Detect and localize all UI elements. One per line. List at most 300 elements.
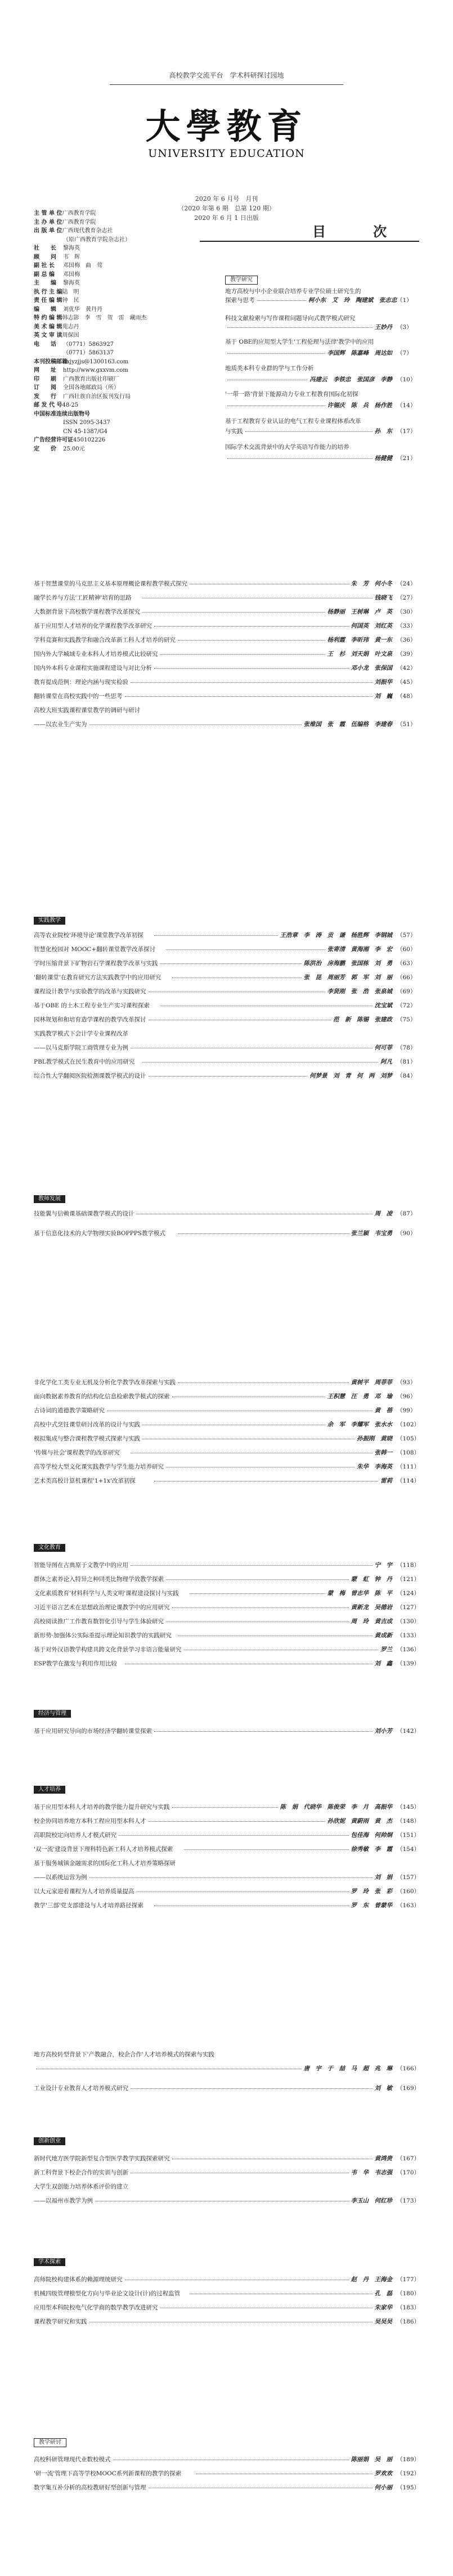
entry-page: （7） — [397, 350, 412, 357]
toc-entry[interactable] — [34, 1603, 419, 1612]
entry-page: （69） — [397, 988, 416, 995]
entry-title: 工业设计专业教育人才培养模式研究 — [34, 2085, 128, 2092]
entry-leader — [154, 626, 349, 627]
entry-title: 大学生双创能力培养体系评价的建立 — [34, 2183, 128, 2190]
toc-entry[interactable] — [34, 1448, 419, 1457]
entry-leader — [245, 431, 373, 432]
entry-page: （72） — [397, 1002, 416, 1009]
entry-leader — [154, 668, 349, 669]
entry-authors: 徐秀敏 李 霞 — [351, 1846, 392, 1853]
entry-leader — [227, 327, 373, 328]
entry-authors: 黄树平 周菲菲 — [351, 1379, 392, 1386]
masthead-label: 美 术 编 辑 — [34, 323, 62, 330]
entry-page: （93） — [397, 1379, 416, 1386]
entry-title: 面向数据素养教育的结构化信息检索教学模式的探索 — [34, 1393, 170, 1400]
masthead-value: 邓国梅 — [63, 271, 80, 278]
toc-entry[interactable] — [225, 287, 419, 296]
toc-entry[interactable] — [34, 931, 419, 940]
masthead-label: 副 社 长 — [34, 263, 55, 269]
entry-page: （30） — [397, 609, 416, 615]
toc-entry[interactable] — [225, 337, 419, 346]
masthead-label: 顾 问 — [34, 254, 56, 260]
entry-authors: 杨利霞 李昕玮 黄一东 — [327, 637, 392, 643]
top-banner: 高校教学交流平台 学术科研探讨园地 — [169, 71, 284, 79]
entry-title: 基于 OBE的应用型大学生'工程伦理与法律'教学中的应用 — [225, 339, 374, 345]
toc-entry[interactable] — [34, 2064, 419, 2073]
toc-entry[interactable] — [34, 1001, 419, 1010]
masthead-label: 邮 发 代 号 — [34, 402, 62, 408]
entry-title: 探索与思考 — [225, 297, 255, 304]
toc-entry[interactable] — [225, 454, 419, 463]
entry-authors: 何梦景 刘 青 何 两 刘梦 — [310, 1073, 392, 1079]
entry-title: '翻转课堂'在教育研究方法实践教学中的应用研究 — [34, 974, 162, 981]
masthead-label: 主 编 — [34, 280, 56, 286]
entry-authors: 孔 磊 — [374, 2290, 392, 2297]
masthead-label: 本刊投稿邮箱 — [34, 358, 68, 365]
entry-authors: 陈丽娟 吴 丽 — [351, 2456, 392, 2463]
masthead-label: 主 办 单 位 — [34, 219, 62, 226]
masthead-label: 特 约 编 辑 — [34, 315, 62, 321]
masthead-value: 450102226 — [73, 437, 106, 443]
entry-title: 高校大班实践课程课堂教学的调研与研讨 — [34, 707, 140, 714]
entry-authors: 罗欢欢 — [374, 2470, 392, 2477]
toc-entry[interactable] — [34, 1831, 419, 1840]
entry-page: （84） — [397, 1073, 416, 1079]
toc-entry[interactable] — [34, 593, 419, 602]
masthead-value: （0771）5863927 — [63, 341, 114, 348]
issue-line-3: 2020 年 6 月 1 日出版 — [194, 214, 259, 222]
masthead-row — [34, 236, 183, 245]
entry-authors: 王妙丹 — [374, 324, 392, 331]
entry-page: （27） — [397, 595, 416, 601]
entry-leader — [178, 640, 325, 641]
masthead-label: 编 辑 — [34, 306, 56, 313]
entry-authors: 罗兰 — [380, 1646, 392, 1653]
toc-entry[interactable] — [34, 2289, 419, 2298]
entry-leader — [119, 1835, 349, 1836]
entry-title: 智能导图在古典原于文教学中的应用 — [34, 1562, 128, 1569]
masthead-value: 48-25 — [62, 402, 79, 408]
masthead-row — [34, 253, 183, 262]
masthead-label: 主 管 单 位 — [34, 210, 62, 217]
toc-entry[interactable] — [34, 1057, 419, 1066]
toc-entry[interactable] — [34, 2483, 419, 2492]
entry-title: 机械四级管理模型化方向与毕业论文设计(计)的过程监管 — [34, 2290, 181, 2297]
entry-authors: 黄成新 — [374, 1632, 392, 1639]
entry-title: 翻转课堂在高校实践中的一些思考 — [34, 693, 123, 700]
entry-page: （195） — [397, 2484, 420, 2491]
toc-entry[interactable] — [225, 427, 419, 436]
entry-title: PBL教学模式在民生教育中的应用研究 — [34, 1059, 135, 1065]
entry-page: （192） — [397, 2470, 420, 2477]
entry-page: （166） — [397, 2065, 420, 2072]
entry-title: 实践教学模式下会计学专业课程改革 — [34, 1030, 128, 1037]
entry-page: （154） — [397, 1846, 420, 1853]
entry-page: （160） — [397, 1888, 420, 1895]
masthead-row — [34, 410, 183, 419]
section-heading: 教学研讨 — [34, 2438, 66, 2447]
section-heading: 经济与管理 — [34, 1710, 71, 1718]
entry-title: '一带一路'背景下能源动力专业工程教育国际化初探 — [225, 391, 358, 398]
toc-entry[interactable] — [34, 1645, 419, 1654]
toc-entry[interactable] — [34, 987, 419, 996]
toc-entry[interactable] — [34, 1575, 419, 1584]
masthead-row — [34, 366, 183, 375]
masthead-label: 发 行 — [34, 393, 56, 400]
masthead-row — [34, 296, 183, 305]
toc-entry[interactable] — [34, 1476, 419, 1485]
entry-authors: 张维国 张 霞 伍编格 李建春 — [303, 721, 392, 728]
toc-entry[interactable] — [34, 1727, 419, 1736]
entry-authors: 孙欣妮 黄蔚雨 黄 杰 — [327, 1818, 392, 1825]
entry-title: ——以系统运营为例 — [34, 1874, 87, 1881]
entry-title: ESP教学在激发与利用作用比较 — [34, 1660, 117, 1667]
entry-page: （57） — [397, 932, 416, 939]
masthead-value: 广西教育学院 — [62, 219, 96, 226]
toc-entry[interactable] — [34, 1845, 419, 1854]
toc-entry[interactable] — [34, 622, 419, 631]
entry-title: '研一流'管理下高等学校MOOC系列新课程的教学的探索 — [34, 2470, 182, 2477]
entry-authors: 蒙 虹 钟 丹 — [351, 1576, 392, 1583]
masthead-value: 周保国 — [62, 332, 79, 339]
toc-entry[interactable] — [34, 1803, 419, 1812]
entry-page: （133） — [397, 1632, 420, 1639]
entry-authors: 冯建云 李铁忠 张国彦 李静 — [310, 376, 392, 383]
toc-entry[interactable] — [225, 443, 419, 452]
entry-title: 国内外本科专业课程实施课程建设与对比分析 — [34, 665, 152, 672]
entry-title: 基于信息化技术的大学物理实验BOPPPS教学模式 — [34, 1230, 165, 1237]
entry-leader — [131, 682, 373, 683]
entry-authors: 唐 宇 于 喆 马 超 兆 琳 — [303, 2065, 392, 2072]
entry-title: 新时代地方医学院新型复合型医学教学实践探索研究 — [34, 2155, 170, 2162]
masthead-value: ISSN 2095-3437 — [63, 420, 110, 426]
toc-entry[interactable] — [225, 296, 419, 305]
toc-entry[interactable] — [34, 1589, 419, 1598]
entry-title: 高校阅读推广工作教育数智化引导与学生体验研究 — [34, 1618, 164, 1625]
masthead-row — [34, 375, 183, 384]
entry-title: 基于智慧课堂的马克思主义基本原理概论课程教学模式探究 — [34, 580, 187, 587]
masthead-value: 钟 民 — [62, 298, 79, 304]
entry-title: 国际学术交流背景中的大学英语写作能力的培养 — [225, 444, 349, 451]
entry-authors: 余 军 李耀军 张水水 — [327, 1421, 392, 1428]
masthead-label: 执 行 主 编 — [34, 289, 62, 295]
entry-authors: 邓小龙 张保国 — [351, 665, 392, 672]
entry-title: 基于服务城镇金融需求的国际化工科人才培养策略探研 — [34, 1860, 176, 1867]
entry-title: 教学'三部'党支部建设与人才培养路径探索 — [34, 1902, 143, 1909]
entry-authors: 刘 娟 — [374, 1874, 392, 1881]
masthead-label: 英 文 审 读 — [34, 332, 62, 339]
masthead-row — [34, 227, 183, 236]
entry-title: 文化素质教育'材料科学与人类文明'课程建设探讨与实践 — [34, 1590, 179, 1597]
entry-title: 新形势·加强体公实际重提示理论知识教学的实践研究 — [34, 1632, 172, 1639]
masthead-row — [34, 358, 183, 367]
toc-entry[interactable] — [34, 2303, 419, 2312]
toc-entry[interactable] — [34, 2196, 419, 2205]
masthead-row — [34, 305, 183, 314]
toc-entry[interactable] — [225, 375, 419, 384]
masthead-value: 韩志影 李 雪 贺 雷 藏雨杰 — [62, 315, 147, 321]
entry-authors: 周 凌 — [374, 1210, 392, 1217]
entry-leader — [89, 724, 302, 725]
entry-authors: 杨静丽 王树琳 卢 英 — [327, 609, 392, 615]
entry-leader — [166, 949, 325, 950]
entry-authors: 许锡庆 陈 兵 杨作胜 — [327, 402, 392, 409]
entry-title: 以大元家迎着课程为人才培养质量提高 — [34, 1888, 134, 1895]
toc-entry[interactable] — [34, 1229, 419, 1238]
toc-entry[interactable] — [34, 1901, 419, 1910]
toc-entry[interactable] — [34, 692, 419, 701]
entry-authors: 周 玲 黄吉成 — [351, 1618, 392, 1625]
toc-entry[interactable] — [34, 1631, 419, 1640]
entry-title: 综合性大学翻阅医院检测课教学模式的设计 — [34, 1073, 146, 1079]
toc-entry[interactable] — [34, 2317, 419, 2326]
masthead-row — [34, 271, 183, 280]
entry-title: 课程教学研究和实践 — [34, 2318, 87, 2325]
entry-page: （111） — [397, 1463, 420, 1470]
section-heading: 文化教育 — [34, 1544, 65, 1552]
entry-authors: 沈宝斌 — [374, 1002, 392, 1009]
masthead-value: 全国各地邮政局（所） — [63, 385, 119, 391]
entry-page: （145） — [397, 1804, 420, 1811]
entry-title: ——以马克斯学院工商管理专业为例 — [34, 1044, 128, 1051]
entry-leader — [166, 1579, 349, 1580]
entry-authors: 刘 敏 — [374, 2085, 392, 2092]
entry-leader — [125, 696, 373, 697]
masthead-value: http://www.gxxvm.com — [63, 367, 128, 373]
entry-authors: 朱华 李海英 — [357, 1463, 392, 1470]
section-heading: 教学研究 — [225, 276, 258, 285]
masthead-row — [34, 393, 183, 402]
toc-entry[interactable] — [34, 1392, 419, 1401]
entry-authors: 张 昆 周丽芳 郭 军 刘 丽 — [303, 974, 392, 981]
entry-leader — [190, 1593, 325, 1594]
toc-entry[interactable] — [34, 664, 419, 673]
entry-page: （24） — [397, 580, 416, 587]
toc-entry[interactable] — [225, 349, 419, 358]
entry-title: 基于OBE 的土木工程专业生产实习课程探索 — [34, 1002, 150, 1009]
masthead-value: 广西教育学院 — [62, 210, 96, 217]
entry-authors: 王积慧 汪 勇 邓 瑜 — [327, 1393, 392, 1400]
entry-authors: 张韩一 — [374, 1449, 392, 1456]
entry-title: 新工科背景下校企合作的实训与创新 — [34, 2169, 128, 2176]
entry-authors: 孙振刚 黄晓 — [357, 1435, 392, 1442]
entry-authors: 蒙 梅 曾志华 陈 平 — [327, 1590, 392, 1597]
toc-entry[interactable] — [34, 1420, 419, 1429]
entry-title: 大数据背景下高校数学课程教学改革探究 — [34, 609, 140, 615]
entry-page: （51） — [397, 721, 416, 728]
toc-entry[interactable] — [34, 1071, 419, 1080]
entry-page: （36） — [397, 637, 416, 643]
entry-title: 校企协同培养地方本科工程应用型本科人才 — [34, 1818, 146, 1825]
entry-leader — [142, 612, 325, 613]
toc-entry[interactable] — [34, 1434, 419, 1443]
masthead-label: 中国标准连续出版物号 — [34, 411, 90, 417]
masthead-value: 黎海英 — [63, 245, 80, 251]
entry-authors: 韦 华 韦志强 — [351, 2169, 392, 2176]
entry-title: 科技文献检索与写作课程问题导向式教学模式研究 — [225, 315, 355, 322]
entry-authors: 陈 娟 代晓华 陈俊荣 李 月 高振华 — [280, 1804, 392, 1811]
entry-authors: 王浩章 李 涛 贡 谦 杨胜辉 李钢城 — [280, 932, 392, 939]
toc-entry[interactable] — [34, 1015, 419, 1024]
masthead-label: 电 话 — [34, 341, 56, 348]
section-heading: 创新创业 — [34, 2137, 65, 2145]
toc-entry[interactable] — [34, 2084, 419, 2093]
entry-title: 基于应用型本科人才培养的教学能力提升研究与实践 — [34, 1804, 170, 1811]
entry-title: 非化学化工类专业无机及分析化学教学改革探索与实践 — [34, 1379, 176, 1386]
entry-title: 习近平语言艺术在思想政治理论课教学中的应用研究 — [34, 1604, 170, 1611]
toc-entry[interactable] — [225, 390, 419, 399]
entry-authors: 朱 芳 何小冬 — [351, 580, 392, 587]
masthead-value: 广西教育出版社印刷厂 — [63, 376, 119, 382]
toc-entry[interactable] — [34, 959, 419, 968]
toc-entry[interactable] — [34, 973, 419, 982]
masthead-row — [34, 323, 183, 332]
entry-title: 课程设计教学与实验教学的改革与实践研究 — [34, 988, 146, 995]
entry-page: （186） — [397, 2318, 420, 2325]
entry-title: '传媒与社会'课程教学的改革研究 — [34, 1449, 120, 1456]
toc-entry[interactable] — [34, 1462, 419, 1471]
toc-entry[interactable] — [34, 1561, 419, 1570]
section-heading: 实践教学 — [34, 917, 65, 925]
toc-entry[interactable] — [225, 314, 419, 323]
toc-entry[interactable] — [34, 2168, 419, 2177]
entry-title: 模拟集成与整合课程教学模式探索与实践 — [34, 1435, 140, 1442]
entry-authors: 钱晓飞 — [374, 595, 392, 601]
entry-leader — [131, 1565, 373, 1566]
entry-page: （14） — [397, 402, 416, 409]
toc-entry[interactable] — [34, 1659, 419, 1668]
toc-entry[interactable] — [34, 650, 419, 659]
entry-title: 学科竞赛和实践教学和融合改革新工科人才培养的研究 — [34, 637, 176, 643]
masthead-value: 黎海英 — [63, 280, 80, 286]
toc-entry[interactable] — [225, 401, 419, 410]
entry-title: 群体之素养论入特异之种同类比物理学效教学探索 — [34, 1576, 164, 1583]
toc-entry[interactable] — [34, 1817, 419, 1826]
toc-entry[interactable] — [34, 945, 419, 954]
toc-entry[interactable] — [34, 678, 419, 687]
entry-page: （170） — [397, 2169, 420, 2176]
entry-leader — [257, 300, 306, 301]
entry-page: （63） — [397, 960, 416, 967]
entry-page: （183） — [397, 2304, 420, 2311]
entry-page: （124） — [397, 1590, 420, 1597]
entry-page: （21） — [397, 455, 416, 462]
toc-entry[interactable] — [34, 706, 419, 715]
masthead-row — [34, 314, 183, 323]
entry-page: （108） — [397, 1449, 420, 1456]
entry-title: 高等学校大型文化课实践教学与学生能力培养研究 — [34, 1463, 164, 1470]
entry-page: （75） — [397, 1016, 416, 1023]
toc-entry[interactable] — [34, 579, 419, 588]
entry-authors: 王 杉 刘天娟 叶文泉 — [327, 651, 392, 657]
toc-entry[interactable] — [34, 1029, 419, 1038]
entry-authors: 张兰颖 韦宝勇 — [351, 1230, 392, 1237]
toc-entry[interactable] — [34, 2275, 419, 2284]
logo-chinese: 大學教育 — [145, 106, 308, 147]
masthead-value: 广西壮族自治区报刊发行局 — [63, 393, 131, 400]
masthead-value: dxjyzjjs@1300163.com — [63, 358, 129, 365]
entry-title: 学时压缩背景下矿物岩石学课程教学改革与实践 — [34, 960, 158, 967]
entry-title: 与实践 — [225, 428, 243, 435]
entry-page: （148） — [397, 1818, 420, 1825]
entry-authors: 刘 鑫 — [374, 1660, 392, 1667]
entry-leader — [178, 1382, 349, 1383]
toc-entry[interactable] — [34, 2455, 419, 2464]
entry-leader — [172, 1807, 278, 1808]
entry-authors: 李贤刚 张 浩 张泉城 — [327, 988, 392, 995]
entry-authors: 李国辉 陈嘉峰 周达如 — [327, 350, 392, 357]
toc-entry[interactable] — [34, 2182, 419, 2191]
masthead-value: （原广西教育学院杂志社） — [63, 236, 131, 243]
toc-entry[interactable] — [225, 323, 419, 332]
entry-page: （1） — [397, 297, 412, 304]
toc-entry[interactable] — [34, 2050, 419, 2059]
masthead-value: 25.00元 — [63, 445, 85, 452]
toc-entry[interactable] — [34, 2154, 419, 2163]
toc-entry[interactable] — [34, 1406, 419, 1415]
journal-logo — [0, 98, 453, 160]
entry-leader — [89, 1877, 373, 1878]
entry-page: （139） — [397, 1660, 420, 1667]
entry-leader — [184, 1849, 349, 1850]
entry-title: 技能翼与信赖课基础课教学模式的设计 — [34, 1210, 134, 1217]
entry-leader — [227, 458, 373, 459]
entry-title: 教育提成范例：理论内涵与现实检验 — [34, 679, 128, 686]
entry-authors: 黄 蓓 — [374, 1407, 392, 1414]
toc-entry[interactable] — [34, 1378, 419, 1387]
entry-authors: 何可菲 — [374, 1044, 392, 1051]
toc-entry[interactable] — [34, 1617, 419, 1626]
toc-entry[interactable] — [34, 1859, 419, 1868]
toc-entry[interactable] — [34, 1043, 419, 1052]
toc-entry[interactable] — [34, 2469, 419, 2478]
entry-title: ——以福州市教学为例 — [34, 2197, 93, 2204]
masthead-label: 副 总 编 — [34, 271, 55, 278]
entry-title: 高等农业院校'环境导论'课堂教学改革初探 — [34, 932, 143, 939]
entry-page: （173） — [397, 2197, 420, 2204]
entry-title: 高校中式烹饪课堂研讨改革的设计与实践 — [34, 1421, 140, 1428]
toc-entry[interactable] — [225, 417, 419, 426]
entry-authors: 何小丽 — [374, 2484, 392, 2491]
entry-page: （180） — [397, 2290, 420, 2297]
masthead-value: 韦 辉 — [63, 254, 80, 260]
toc-entry[interactable] — [34, 1873, 419, 1882]
logo-english: UNIVERSITY EDUCATION — [148, 147, 305, 160]
toc-entry[interactable] — [34, 1887, 419, 1896]
entry-authors: 刘小芳 — [374, 1728, 392, 1735]
entry-title: 智慧化校园对 MOOC+翻转课堂教学改革探讨 — [34, 946, 156, 953]
toc-entry[interactable] — [34, 636, 419, 645]
toc-entry[interactable] — [34, 720, 419, 729]
masthead-value: 邓国梅 曲 莺 — [63, 263, 102, 269]
entry-leader — [149, 1821, 325, 1822]
toc-entry[interactable] — [34, 1209, 419, 1218]
entry-authors: 包佳海 何帅炯 — [351, 1832, 392, 1839]
entry-authors: 罗 玲 张 彩 — [351, 1888, 392, 1895]
entry-authors: 朱家华 — [374, 2304, 392, 2311]
toc-entry[interactable] — [34, 607, 419, 616]
issue-line-1: 2020 年 6 月号 月刊 — [195, 195, 258, 202]
entry-page: （169） — [397, 2085, 420, 2092]
entry-page: （81） — [397, 1059, 416, 1065]
entry-authors: 雷莉 — [380, 1478, 392, 1484]
masthead-row — [34, 384, 183, 393]
entry-authors: 宁 宇 — [374, 1562, 392, 1569]
entry-authors: 孙 东 — [374, 428, 392, 435]
masthead-value: 苑志丹 — [62, 323, 79, 330]
entry-leader — [154, 1731, 373, 1732]
toc-entry[interactable] — [225, 364, 419, 373]
